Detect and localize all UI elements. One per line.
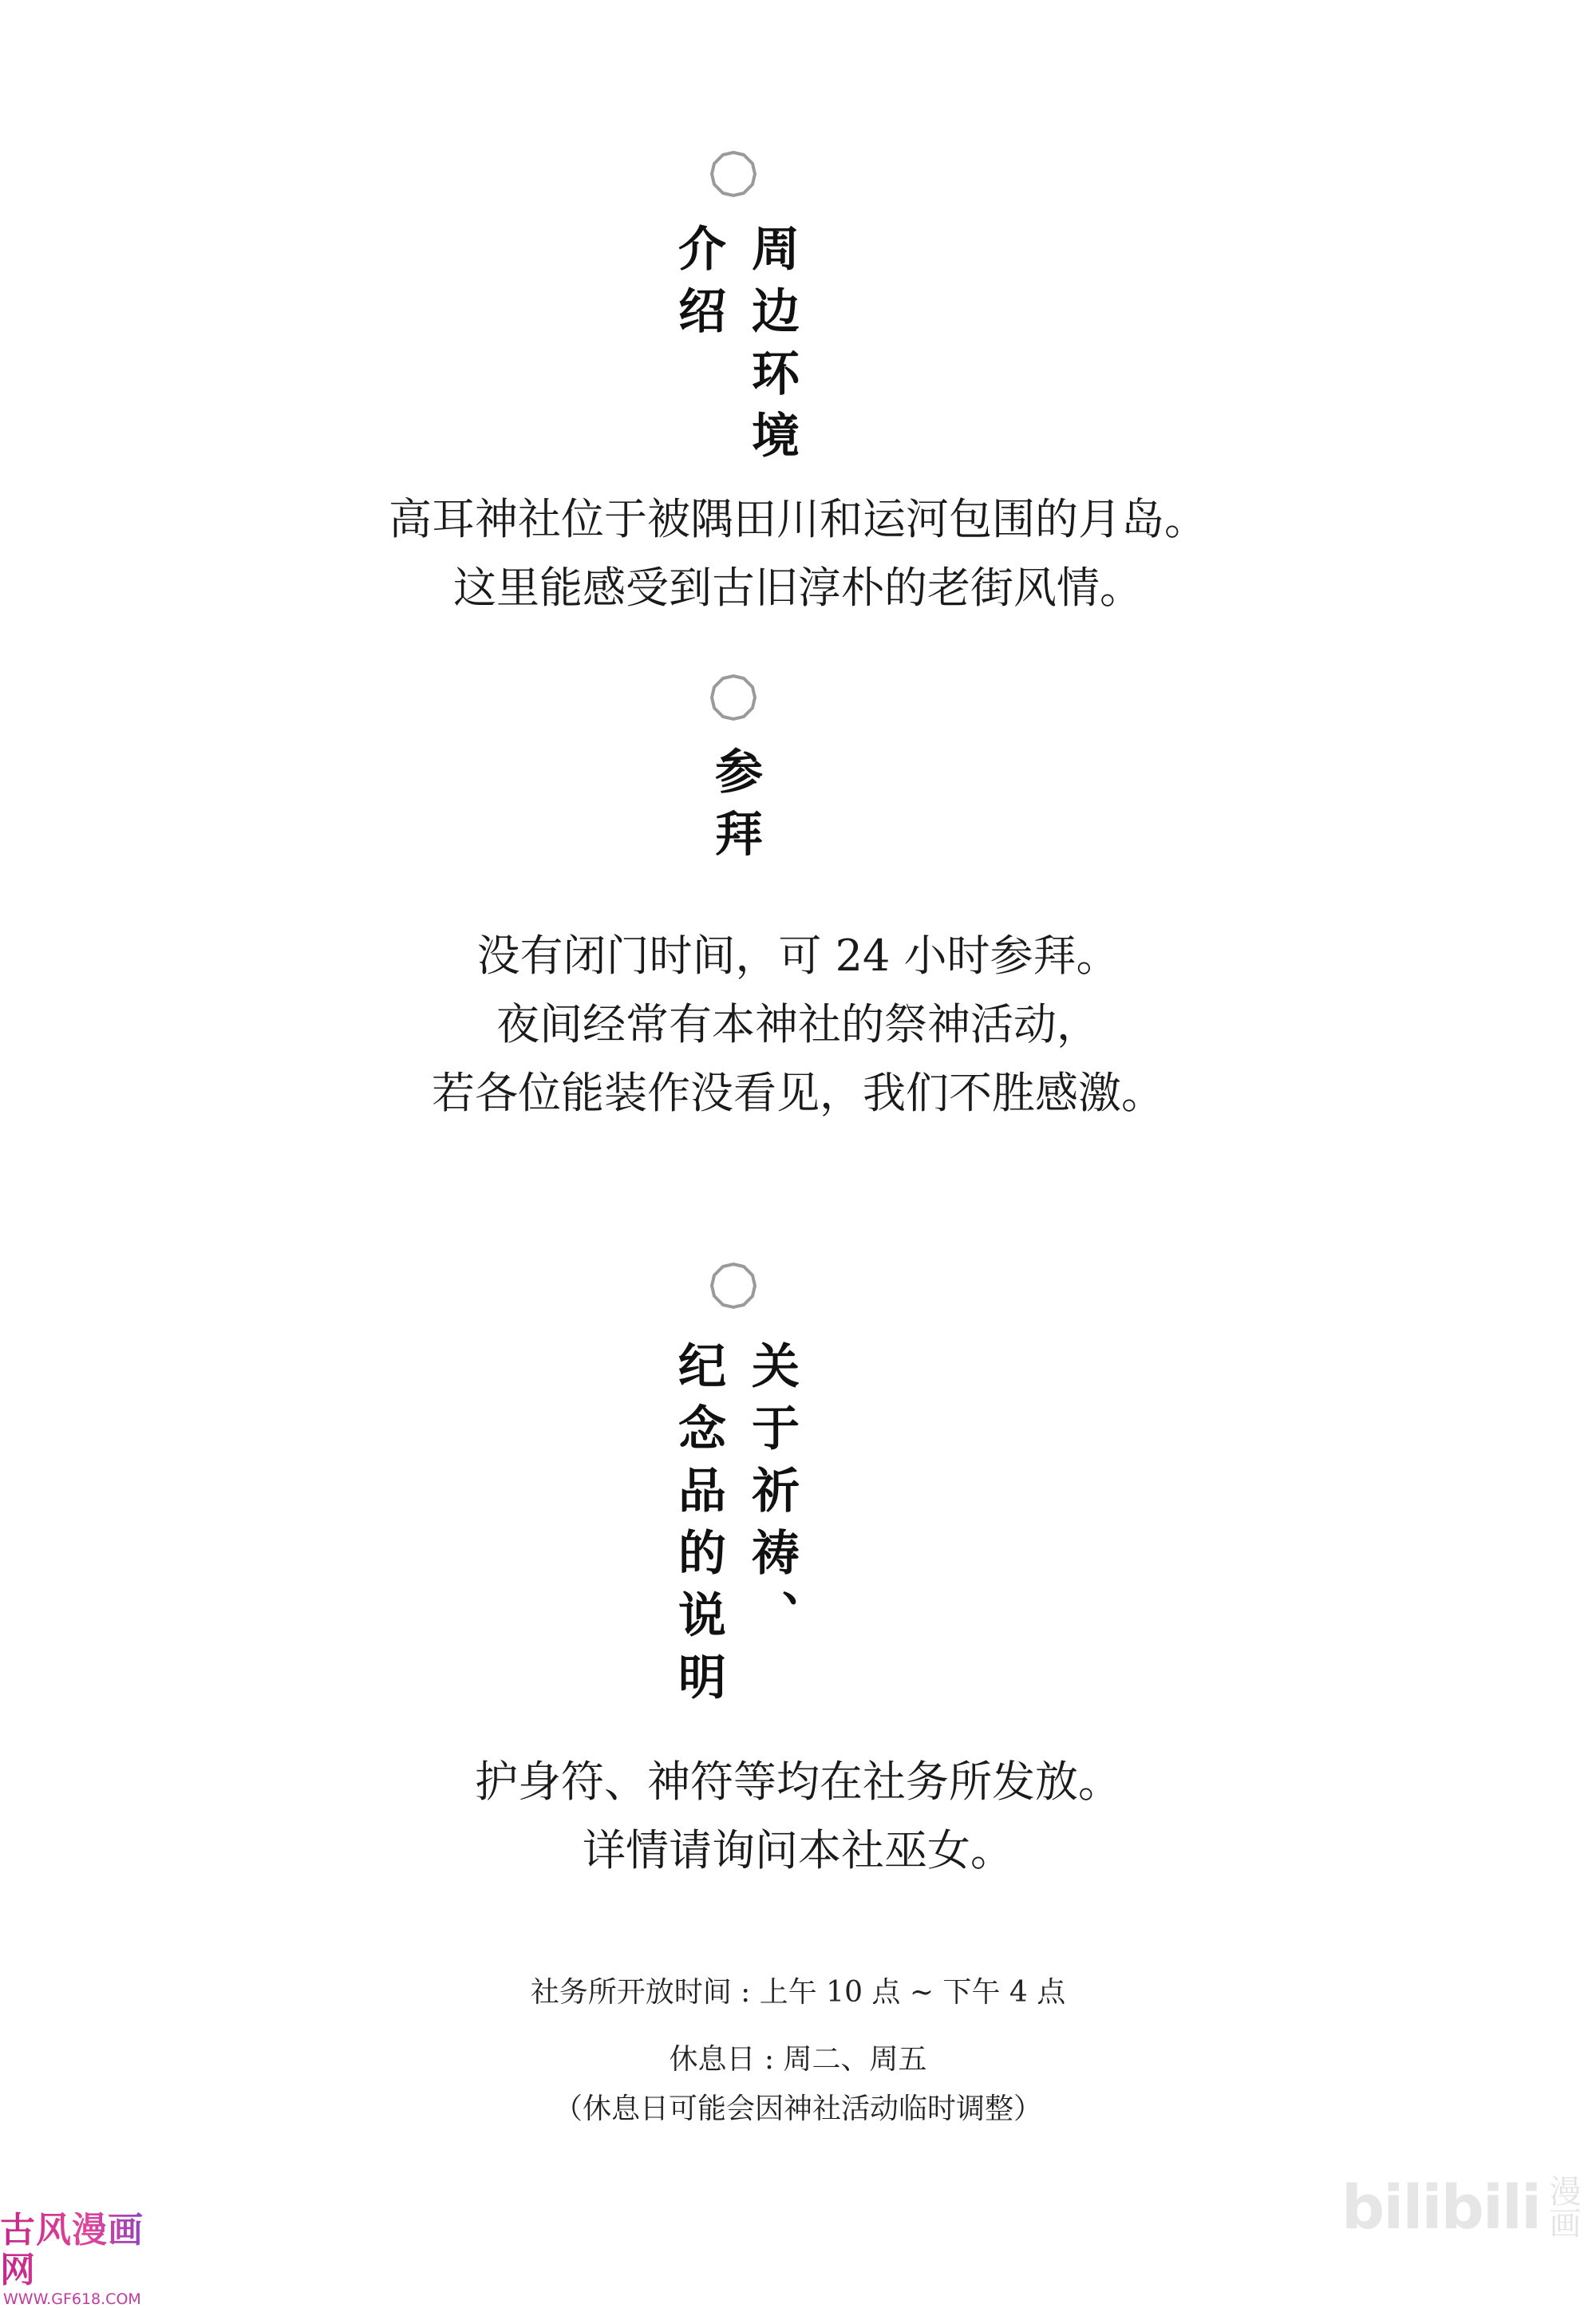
section-paragraph <box>0 485 1596 622</box>
heading-column-1: 参拜 <box>707 746 763 871</box>
paragraph-line: 没有闭门时间，可 24 小时参拜。 <box>476 931 1120 981</box>
heading-column-2: 纪念品的说明 <box>670 1341 726 1714</box>
paragraph-line: 这里能感受到古旧淳朴的老街风情。 <box>453 563 1143 613</box>
paragraph-line: 若各位能装作没看见，我们不胜感激。 <box>432 1068 1164 1118</box>
section-paragraph <box>0 1748 1596 1885</box>
paragraph-line: 夜间经常有本神社的祭神活动， <box>496 999 1100 1049</box>
office-hours: 社务所开放时间 : 上午 10 点 ~ 下午 4 点 <box>530 1976 1066 2009</box>
watermark-url: WWW.GF618.COM <box>3 2290 141 2308</box>
heading-column-1: 周边环境 <box>744 223 800 472</box>
site-watermark <box>0 2210 172 2308</box>
heading-column-2: 介绍 <box>670 223 726 348</box>
paragraph-line: 高耳神社位于被隅田川和运河包围的月岛。 <box>389 494 1207 544</box>
bilibili-logo: bilibili <box>1341 2171 1540 2243</box>
paragraph-line: 护身符、神符等均在社务所发放。 <box>475 1757 1121 1807</box>
octagon-ring-icon <box>709 149 758 199</box>
closed-days: 休息日 : 周二、周五 <box>669 2043 927 2076</box>
watermark-brand: 古风漫画网 <box>0 2211 172 2290</box>
heading-column-1: 关于祈祷、 <box>744 1341 800 1652</box>
bilibili-watermark <box>1341 2163 1580 2251</box>
octagon-ring-icon <box>709 1261 758 1310</box>
paragraph-line: 详情请询问本社巫女。 <box>583 1825 1013 1875</box>
octagon-ring-icon <box>709 673 758 722</box>
section-paragraph <box>0 922 1596 1128</box>
bilibili-manga-label: 漫画 <box>1544 2175 1581 2239</box>
closed-days-remark: （休息日可能会因神社活动临时调整） <box>553 2093 1042 2125</box>
